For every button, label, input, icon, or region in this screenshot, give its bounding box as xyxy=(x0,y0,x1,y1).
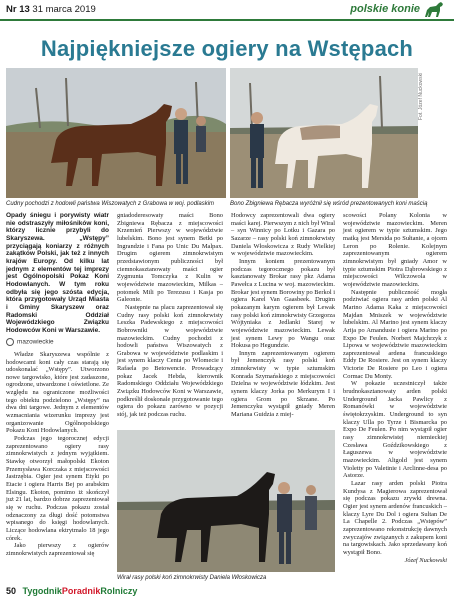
article-paragraph: Innym koniem prezentowanym podczas tegorocznego pokazu był kasztanowaty Brokar rasy pkz Adama Pawełca z Lucina w woj. mazowieckim. Brokar jest synem Borowiny po Berkol i ogiera Karel Van Gaasbeek. Drugim pokazanym karym ogierem był Lewak rasy polski koń zimnokrwisty Grzegorza Wójtyniaka z Jedlanki Starej w województwie mazowieckim. Lewak jest synem Lewy po Wangu oraz Hokusa po Hegundzie. xyxy=(231,257,336,350)
header-rule xyxy=(0,19,454,21)
magazine-logo-part: Rolniczy xyxy=(100,586,138,596)
article-paragraph: Podczas jego tegorocznej edycji zaprezentowano ogiery rasy zimnokrwistych z jednym wyjątkiem. Stawkę otworzył małopolski Ekoton Przemysława Korczaka z miejscowości Jastrzębia. Ogier jest synem Etyki po Etacie i ogiera Harris Bej po arabskim Elsingu. Ekoton, pomimo iż skończył już 21 lat, bardzo dobrze zaprezentował się w ruchu. Podczas pokazu został odznaczony za długi dość potomstwa wpisanego do księgi hodowlanych. Liczące hodowlana ektrytmalo 18 jego córek. xyxy=(6,435,109,542)
article-column-3 xyxy=(231,212,335,422)
photo-cudny xyxy=(6,68,226,198)
photo-credit: Fot. Józef Nuckowski xyxy=(418,72,424,120)
issue-info xyxy=(6,4,96,15)
issue-date: 31 marca 2019 xyxy=(32,4,96,15)
article-column-1 xyxy=(6,212,109,582)
page-header xyxy=(0,0,454,20)
magazine-logo xyxy=(23,586,138,596)
article-paragraph: scowości Polany Kolonia w województwie mazowieckim. Meren jest ogierem w typie sztumskim. Jego matką jest Mersida po Sułtanie, a ojcem Leron po Rolenie. Kolejnym zaprezentowanym ogierem zimnokrwistym był gniady Amor w typie sztumskim Piotra Dąbrowskiego z miejscowości Wilczowola w województwie mazowieckim. xyxy=(343,212,447,288)
article-paragraph: Jako pierwszy z ogierów zimnokrwistych zaprezentował się xyxy=(6,542,109,557)
page-footer xyxy=(6,586,137,596)
magazine-logo-part: Poradnik xyxy=(61,586,101,596)
photo-bono xyxy=(230,68,418,198)
article-title: Najpiękniejsze ogiery na Wstępach xyxy=(40,36,414,61)
page-number: 50 xyxy=(6,586,17,596)
photo-cudny-caption: Cudny pochodzi z hodowli państwa Wiszowatych z Grabowa w woj. podlaskim xyxy=(6,201,215,207)
article-column-4 xyxy=(343,212,447,587)
source-label: mazowieckie xyxy=(17,338,54,346)
article-paragraph: Następnie na placu zaprezentował się Cudny rasy polski koń zimnokrwisty Leszka Padewskiego z miejscowości Bobrowniki w województwie mazowieckim. Cudny pochodzi z hodowli państwa Wiszowatych z Grabowa w województwie podlaskim i jest synem klaczy Centa po Wlomecie i Rafaela po Betowencie. Prowadzący pokaz Jacek Hebda, kierownik Radomskiego Oddziału Wojewódzkiego Związku Hodowców Koni w Warszawie, podkreślił doskonale przygotowanie tego ogiera do pokazu zarówno w pozycji stój, jak też podczas ruchu. xyxy=(117,303,223,419)
section-name: polskie konie xyxy=(350,3,420,15)
article-lead: Opady śniegu i porywisty wiatr nie odstraszyły miłośników koni, którzy licznie przybyli do Skaryszewa. „Wstępy” przyciągają koniarzy z różnych zakątków Polski, jak też z innych krajów Europy. Od kilku lat jednym z elementów tej imprezy jest Ogólnopolski Pokaz Koni Hodowlanych. W tym roku odbyła się jego szósta edycja, która przygotowały Urząd Miasta i Gminy Skaryszew oraz Radomski Oddział Wojewódzkiego Związku Hodowców Koni w Warszawie. xyxy=(6,212,109,334)
horse-logo-icon xyxy=(422,0,446,20)
location-icon xyxy=(6,338,14,346)
article-paragraph: Lazar rasy arden polski Piotra Kundysa z Magierowa zaprezentował się podczas pokazu zrywki drewna. Ogier jest synem ardenów francuskich – klaczy Lyre Du Dol i ogiera Sultan De La Chapelle 2. Podczas „Wstępów” zaprezentowano rekonstrukcję dawnych zwyczajów związanych z zakupem koni na targowiskach. Jako sprzedawany koń wystąpił Bono. xyxy=(343,479,447,556)
article-paragraph: Następnie publiczność mogła podziwiać ogiera rasy arden polski Al Marino Adama Kaka z miejscowości Majdan Mniszek w województwie lubelskim. Al Marino jest synem klaczy Arija po Amandusie i ogiera Marino po Expo De Feulen. Norbert Majchrzyk z Lipowa w województwie mazowieckim zaprezentował ardena francuskiego Eddy De Rosiere. Jest on synem klaczy Victorie De Rosiere po Leo i ogiera Cormac Du Monty. xyxy=(343,288,447,380)
photo-wiral-caption: Wirał rasy polski koń zimnokrwisty Daniela Włoskowicza xyxy=(117,575,267,581)
photo-wiral xyxy=(117,430,335,572)
photo-bono-caption: Bono Zbigniewa Rębacza wyróżnił się wśród prezentowanych koni maścią xyxy=(230,201,428,207)
article-paragraph: Hodowcy zaprezentowali dwa ogiery maści karej. Pierwszym z nich był Wiral – syn Winnicy po Lotku i Gazara po Sazarze – rasy polski koń zimnokrwisty Daniela Włoskowicza z Rudy Wielkiej w województwie mazowieckim. xyxy=(231,212,335,258)
article-paragraph: Władze Skaryszewa wspólnie z hodowcami koni cały czas starają się udoskonalać „Wstępy”. Utworzono nowe targowisko, które jest zadaszone, ogrodzone, utwardzone i oświetlone. Ze względu na ograniczone możliwości tego obiektu podzielono „Wstępy” na dwa dni targowe. Jednym z elementów wzmacniania wizerunku imprezy jest organizowanie Ogólnopolskiego Pokazu Koni Hodowlanych. xyxy=(6,350,109,435)
issue-number: Nr 13 xyxy=(6,4,30,15)
article-paragraph: Innym zaprezentowanym ogierem był Jemenczyk rasy polski koń zimnokrwisty w typie sztumskim Konrada Szymańskiego z miejscowości Dzielna w województwie łódzkim. Jest synem klaczy Jorka po Merkurym I i ogiera Grom po Skrzane. Po Jemenczyku wystąpił gniady Meren Mariana Guidzia z miej- xyxy=(231,349,335,419)
source-tag xyxy=(6,338,109,346)
article-paragraph: W pokazie uczestniczył także brudnokasztanowaty arden polski Underground Jacka Pawlicy z Romanówki w województwie świętokrzyskim. Underground to syn klaczy Ulla po Tyrze i Bismarcka po Expo De Feulen. Po nim wystąpił ogier rasy zimnokrwistej niemieckiej Czesława Goździkowskiego z Łaguszewa w województwie mazowieckim. Altgold jest synem Violetty po Valetinie i Arclinne-desa po Astorze. xyxy=(343,380,447,480)
photo-wiral-image xyxy=(117,430,335,572)
magazine-logo-part: Tygodnik xyxy=(22,586,62,596)
photo-cudny-image xyxy=(6,68,226,198)
article-column-2 xyxy=(117,212,223,422)
article-paragraph: gniadoderesowaty maści Bono Zbigniewa Rębacza z miejscowości Krzemień Pierwszy w województwie lubelskim. Bono jest synem Betki po Ingrandzie i Fana po Unic Du Malpax. Drugim ogierem zimnokrwistym przedstawionym publiczności był ciemnokasztanowaty maści ogier Zygmunta Tomczyka z Kulin w województwie mazowieckim, Milkas – potomek Mili po Terezusu i Kasja po Galeonie. xyxy=(117,212,223,304)
photo-bono-image xyxy=(230,68,418,198)
article-author: Józef Nuckowski xyxy=(404,556,447,564)
